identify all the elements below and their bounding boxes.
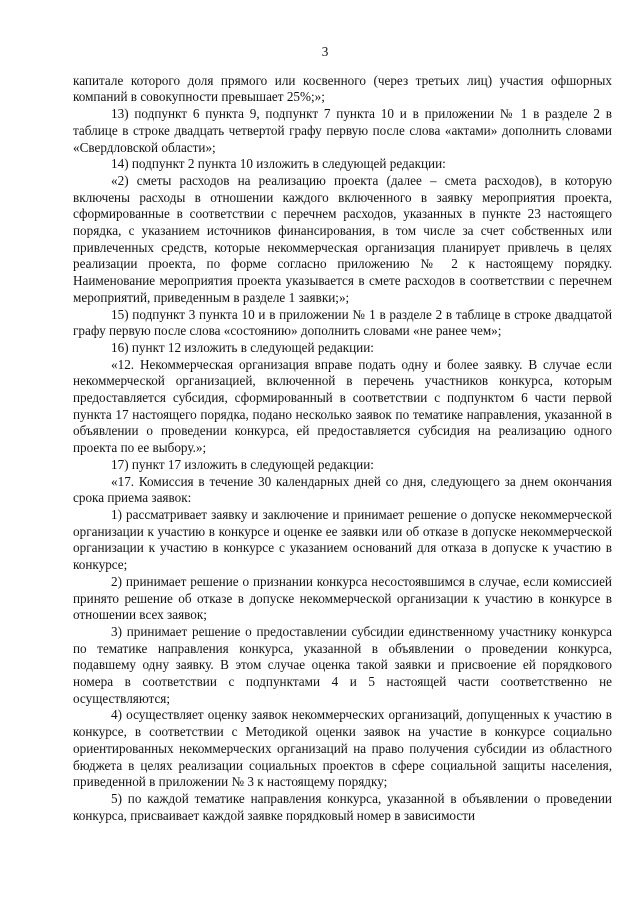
paragraph: «2) сметы расходов на реализацию проекта (далее – смета расходов), в которую включены расходы в отношении каждого включенного в заявку мероприятия проекта, сформированные в соответствии с перечнем расходов, указанных в пункте 23 настоящего порядка, с указанием источников финансирования, в том числе за счет собственных или привлеченных средств, которые некоммерческая организация планирует привлечь в целях реализации проекта, по форме согласно приложению № 2 к настоящему порядку. Наименование мероприятия проекта указывается в смете расходов в соответствии с перечнем мероприятий, приведенным в разделе 1 заявки;»; (73, 172, 612, 305)
paragraph: 13) подпункт 6 пункта 9, подпункт 7 пункта 10 и в приложении № 1 в разделе 2 в таблице в строке двадцать четвертой графу первую после слова «актами» дополнить словами «Свердловской области»; (73, 106, 612, 155)
paragraph: капитале которого доля прямого или косвенного (через третьих лиц) участия офшорных компаний в совокупности превышает 25%;»; (73, 72, 612, 105)
paragraph: 5) по каждой тематике направления конкурса, указанной в объявлении о проведении конкурса, присваивает каждой заявке порядковый номер в зависимости (73, 790, 612, 823)
paragraph: 4) осуществляет оценку заявок некоммерческих организаций, допущенных к участию в конкурсе, в соответствии с Методикой оценки заявок на участие в конкурсе социально ориентированных некоммерческих организаций на право получения субсидии из областного бюджета в целях реализации социальных проектов в сфере социальной защиты населения, приведенной в приложении № 3 к настоящему порядку; (73, 707, 612, 790)
paragraph: 15) подпункт 3 пункта 10 и в приложении № 1 в разделе 2 в таблице в строке двадцатой графу первую после слова «состоянию» дополнить словами «не ранее чем»; (73, 306, 612, 339)
paragraph: 17) пункт 17 изложить в следующей редакции: (111, 456, 374, 472)
paragraph: «12. Некоммерческая организация вправе подать одну и более заявку. В случае если некоммерческой организацией, включенной в перечень участников конкурса, которым предоставляется субсидия, сформированный в соответствии с подпунктом 6 части первой пункта 17 настоящего порядка, подано несколько заявок по тематике направления, указанной в объявлении о проведении конкурса, ей предоставляется субсидия на реализацию одного проекта по ее выбору.»; (73, 356, 612, 456)
paragraph: 16) пункт 12 изложить в следующей редакции: (111, 339, 374, 355)
document-body (73, 73, 612, 825)
page-number: 3 (321, 44, 329, 59)
paragraph: 1) рассматривает заявку и заключение и принимает решение о допуске некоммерческой организации к участию в конкурсе и оценке ее заявки или об отказе в допуске некоммерческой организации к участию в конкурсе с указанием оснований для отказа в допуске к участию в конкурсе; (73, 506, 612, 573)
paragraph: 14) подпункт 2 пункта 10 изложить в следующей редакции: (111, 156, 446, 172)
paragraph: 2) принимает решение о признании конкурса несостоявшимся в случае, если комиссией принято решение об отказе в допуске некоммерческой организации к участию в конкурсе в отношении всех заявок; (73, 573, 612, 623)
paragraph: 3) принимает решение о предоставлении субсидии единственному участнику конкурса по тематике направления конкурса, указанной в объявлении о проведении конкурса, подавшему одну заявку. В этом случае оценка такой заявки и присвоение ей порядкового номера в соответствии с подпунктами 4 и 5 настоящей части соответственно не осуществляются; (73, 623, 612, 706)
paragraph: «17. Комиссия в течение 30 календарных дней со дня, следующего за днем окончания срока приема заявок: (73, 473, 612, 506)
